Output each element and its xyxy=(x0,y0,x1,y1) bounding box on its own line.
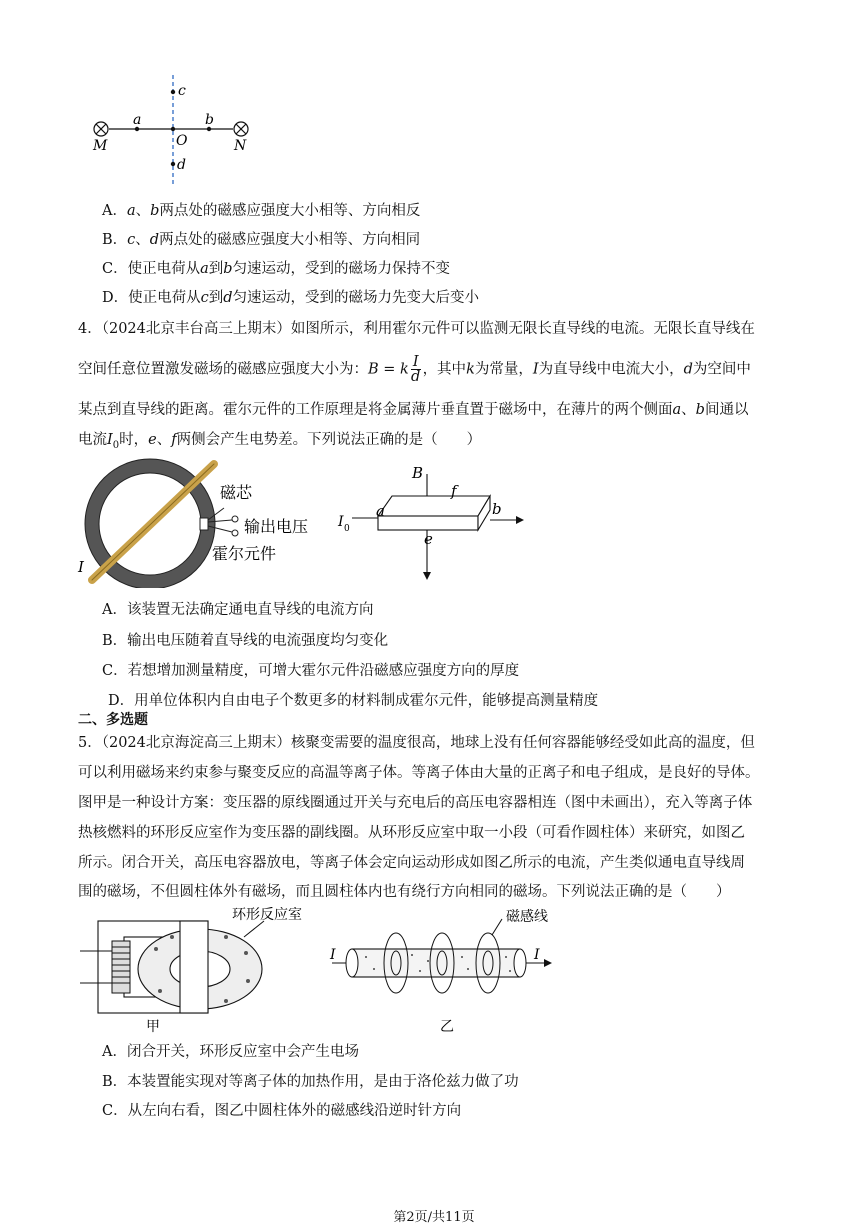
q3-option-c: C．使正电荷从a到b匀速运动，受到的磁场力保持不变 xyxy=(102,261,451,277)
figure-hall-ring xyxy=(74,458,344,588)
label-field-lines: 磁感线 xyxy=(506,909,548,925)
q4-option-b: B．输出电压随着直导线的电流强度均匀变化 xyxy=(102,633,389,649)
label-f: f xyxy=(451,482,457,500)
section-heading: 二、多选题 xyxy=(78,712,148,728)
q3-option-a: A．a、b两点处的磁感应强度大小相等、方向相反 xyxy=(102,203,421,219)
q5-stem-line-1: 5．（2024北京海淀高三上期末）核聚变需要的温度很高，地球上没有任何容器能够经受如此高的温度，但 xyxy=(78,735,755,751)
label-hall-element: 霍尔元件 xyxy=(212,544,277,563)
q5-stem-line-5: 所示。闭合开关，高压电容器放电，等离子体会定向运动形成如图乙所示的电流，产生类似通电直导线周 xyxy=(78,855,745,871)
q5-stem-line-6: 围的磁场，不但圆柱体外有磁场，而且圆柱体内也有绕行方向相同的磁场。下列说法正确的是（ ） xyxy=(78,884,731,900)
label-b-side: b xyxy=(492,500,502,518)
q4-stem-line-4: 电流$I_0$时，e、f两侧会产生电势差。下列说法正确的是（ ） xyxy=(78,432,482,451)
q5-stem-line-4: 热核燃料的环形反应室作为变压器的副线圈。从环形反应室中取一小段（可看作圆柱体）来研究，如图乙 xyxy=(78,825,745,841)
label-o: O xyxy=(176,133,188,149)
figure-magnetic-points xyxy=(85,75,265,190)
label-b-field: B xyxy=(412,464,424,482)
q4-stem-line-2: 空间任意位置激发磁场的磁感应强度大小为：B = k $\frac{I}{d}$ ，其中k为常量，I为直导线中电流大小，d为空间中 xyxy=(78,354,751,385)
label-a: a xyxy=(133,112,142,128)
q5-option-a: A．闭合开关，环形反应室中会产生电场 xyxy=(102,1044,359,1060)
label-i0: I xyxy=(338,514,344,530)
q4-option-d: D．用单位体积内自由电子个数更多的材料制成霍尔元件，能够提高测量精度 xyxy=(108,693,599,709)
q4-stem-line-3: 某点到直导线的距离。霍尔元件的工作原理是将金属薄片垂直置于磁场中，在薄片的两个侧面a、b间通以 xyxy=(78,402,749,418)
figure-hall-plate xyxy=(330,462,530,587)
q4-stem-line-1: 4．（2024北京丰台高三上期末）如图所示，利用霍尔元件可以监测无限长直导线的电流。无限长直导线在 xyxy=(78,321,755,337)
label-i-right: I xyxy=(534,947,540,963)
figure-plasma-cylinder xyxy=(322,907,562,1037)
label-c: c xyxy=(178,83,186,99)
label-n: N xyxy=(234,138,247,154)
label-yi: 乙 xyxy=(440,1019,454,1035)
q5-stem-line-2: 可以利用磁场来约束参与聚变反应的高温等离子体。等离子体由大量的正离子和电子组成，是良好的导体。 xyxy=(78,765,760,781)
wire-n-icon xyxy=(234,122,248,136)
label-a-side: a xyxy=(376,502,385,520)
label-current-i: I xyxy=(78,558,84,576)
q4-option-c: C．若想增加测量精度，可增大霍尔元件沿磁感应强度方向的厚度 xyxy=(102,663,520,679)
label-m: M xyxy=(93,138,108,154)
q5-option-c: C．从左向右看，图乙中圆柱体外的磁感线沿逆时针方向 xyxy=(102,1103,462,1119)
figure-fusion-transformer xyxy=(76,907,316,1037)
label-core: 磁芯 xyxy=(220,483,253,502)
label-i-left: I xyxy=(330,947,336,963)
q3-option-b: B．c、d两点处的磁感应强度大小相等、方向相同 xyxy=(102,232,421,248)
label-i0-sub: 0 xyxy=(344,524,350,534)
q3-option-d: D．使正电荷从c到d匀速运动，受到的磁场力先变大后变小 xyxy=(102,290,480,306)
label-jia: 甲 xyxy=(146,1019,160,1035)
label-d: d xyxy=(177,157,186,173)
wire-m-icon xyxy=(94,122,108,136)
page-footer: 第2页/共11页 xyxy=(393,1210,475,1225)
label-output-voltage: 输出电压 xyxy=(244,517,309,536)
formula-fraction: $\frac{I}{d}$ xyxy=(411,354,421,385)
label-reaction-chamber: 环形反应室 xyxy=(232,907,302,923)
label-b: b xyxy=(205,112,214,128)
label-e: e xyxy=(424,530,433,548)
q5-option-b: B．本装置能实现对等离子体的加热作用，是由于洛伦兹力做了功 xyxy=(102,1074,519,1090)
q5-stem-line-3: 图甲是一种设计方案：变压器的原线圈通过开关与充电后的高压电容器相连（图中未画出），充入等离子体 xyxy=(78,795,753,811)
q4-option-a: A．该装置无法确定通电直导线的电流方向 xyxy=(102,602,374,618)
